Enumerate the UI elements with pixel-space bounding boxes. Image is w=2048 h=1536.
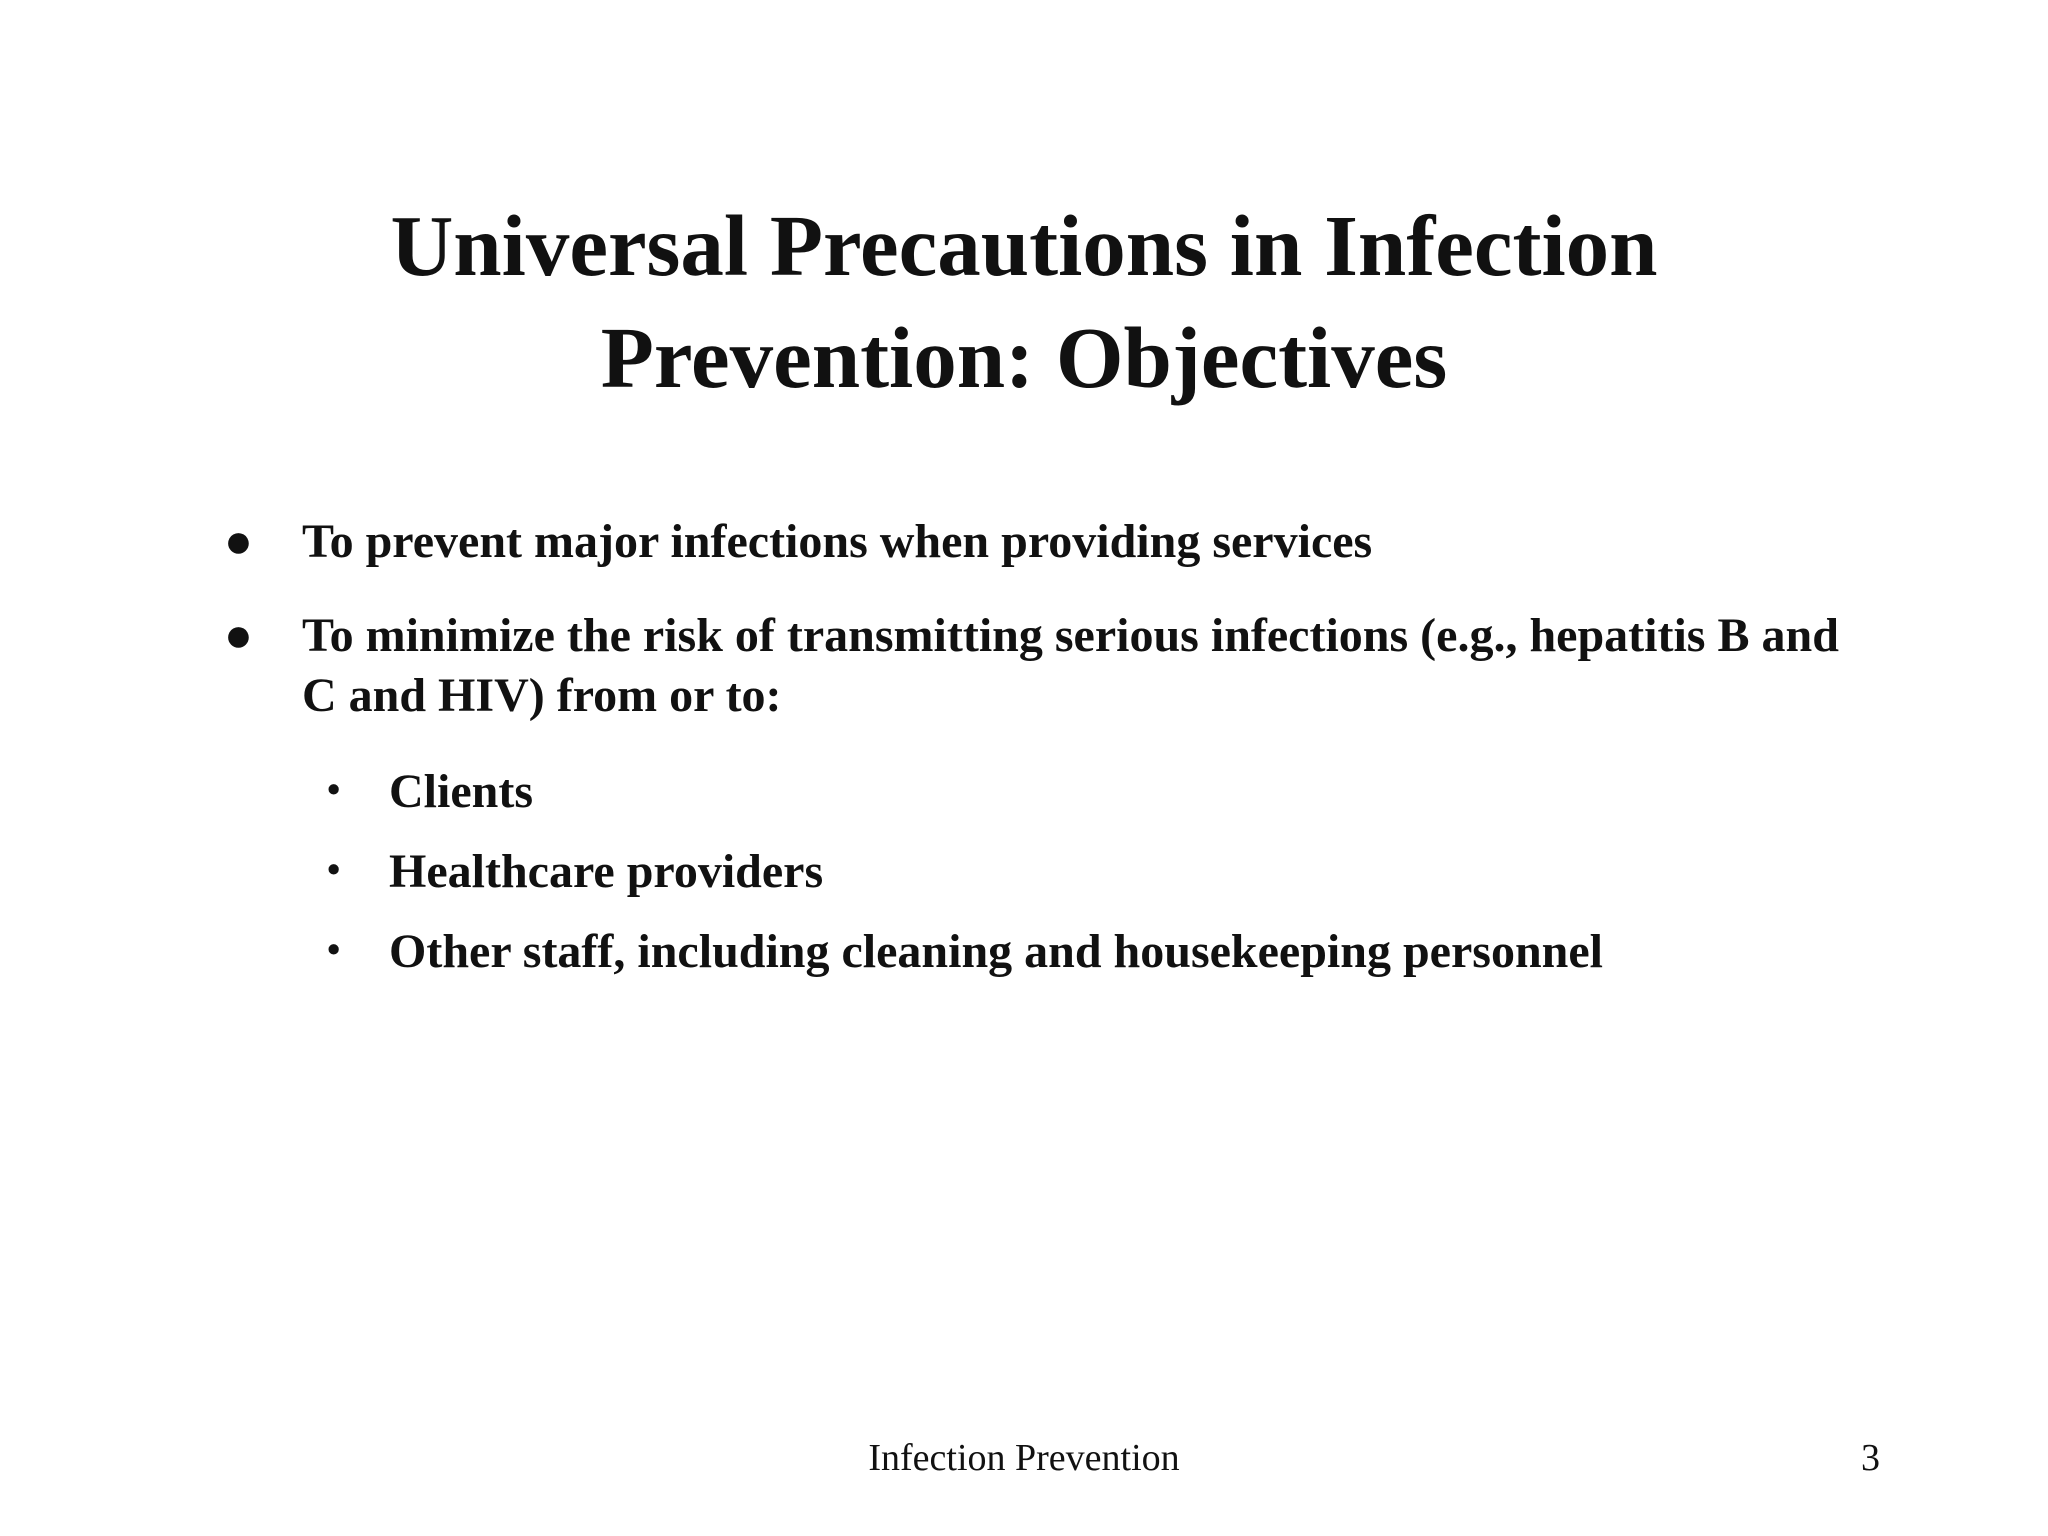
- bullet-item-minimize-risk: [224, 606, 1882, 726]
- sub-bullet-text: Healthcare providers: [389, 845, 824, 898]
- sub-bullet-dot: •: [327, 769, 341, 811]
- sub-bullet-text: Clients: [389, 765, 533, 818]
- sub-bullet-dot: •: [327, 849, 341, 891]
- sub-bullet-item-other-staff: [327, 922, 1869, 982]
- sub-bullet-text: Other staff, including cleaning and housekeeping personnel: [389, 925, 1603, 978]
- sub-bullet-item-healthcare-providers: [327, 842, 1869, 902]
- slide-title-line-2: Prevention: Objectives: [600, 309, 1448, 406]
- bullet-text: To prevent major infections when providing services: [302, 515, 1373, 568]
- sub-bullet-item-clients: [327, 762, 1869, 822]
- page-number: 3: [1861, 1437, 1880, 1479]
- bullet-dot: ●: [224, 609, 253, 662]
- bullet-text: To minimize the risk of transmitting serious infections (e.g., hepatitis B and C and HIV) from or to:: [302, 609, 1839, 722]
- bullet-dot: ●: [224, 515, 253, 568]
- slide-footer: Infection Prevention: [868, 1437, 1180, 1479]
- bullet-item-prevent-infections: [224, 512, 1882, 572]
- sub-bullet-dot: •: [327, 929, 341, 971]
- slide-title-line-1: Universal Precautions in Infection: [390, 197, 1658, 294]
